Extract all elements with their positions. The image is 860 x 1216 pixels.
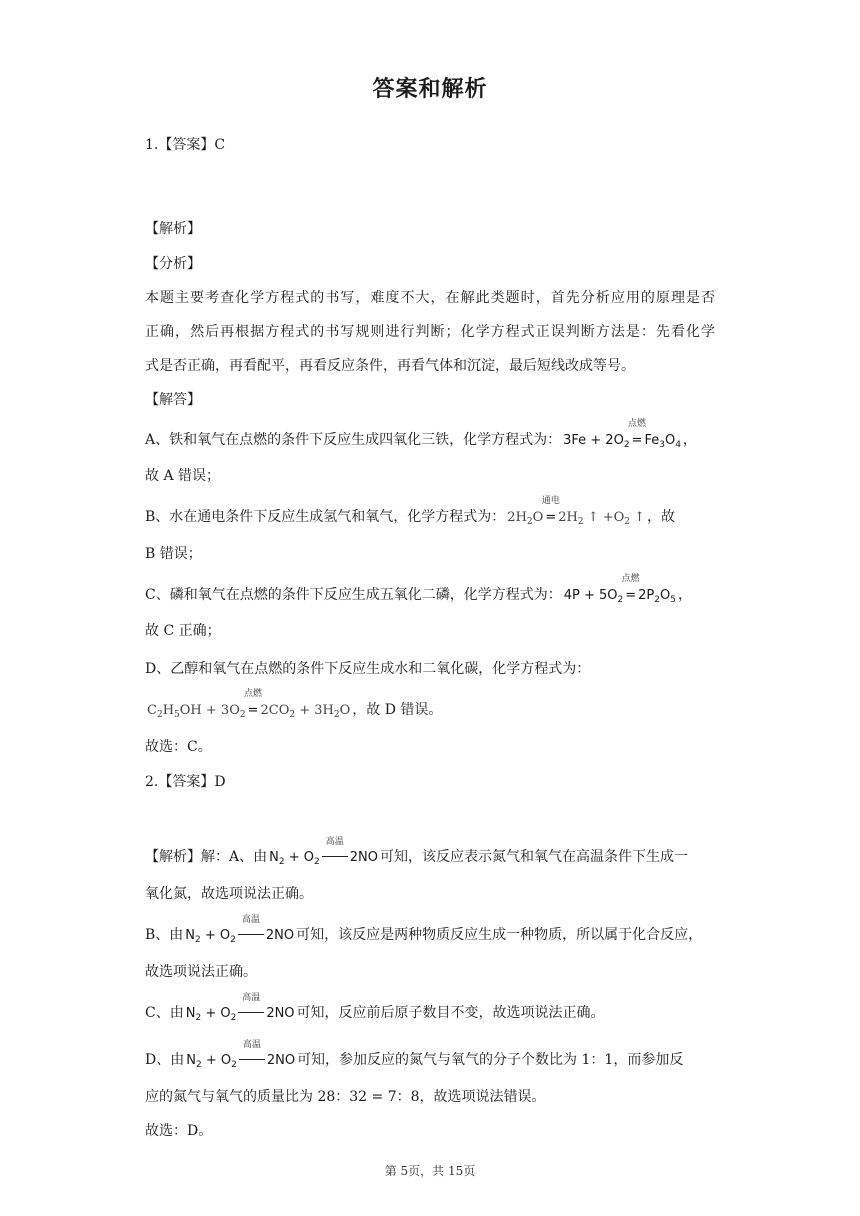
q1-option-b: B、水在通电条件下反应生成氢气和氧气，化学方程式为： $2H_2O$ 通电 = $2H_2$ ↑ $+O_2$ ↑ ，故 — [145, 496, 676, 527]
equation-n2-o2: $N_2 + O_2$ 高温 2NO — [186, 1040, 296, 1070]
condition-label: 点燃 — [627, 419, 647, 429]
equation-p-o2: $4P + 5O_2$ 点燃 = $2P_2O_5$ — [563, 574, 676, 605]
page-title: 答案和解析 — [372, 77, 488, 102]
q1-option-c-text: C、磷和氧气在点燃的条件下反应生成五氧化二磷，化学方程式为： — [145, 587, 562, 603]
q2-option-b: B、由 $N_2 + O_2$ 高温 2NO 可知，该反应是两种物质反应生成一种物质，所以属于化合反应， — [145, 915, 703, 945]
condition-label: 通电 — [541, 496, 560, 506]
condition-label: 高温 — [325, 837, 344, 847]
q1-answer: 1.【答案】C — [145, 137, 226, 153]
condition-label: 点燃 — [244, 689, 263, 699]
q1-analysis-line-3: 式是否正确，再看配平，再看反应条件，再看气体和沉淀，最后短线改成等号。 — [145, 358, 635, 374]
q1-analysis-line-2: 正确，然后再根据方程式的书写规则进行判断；化学方程式正误判断方法是：先看化学 — [145, 324, 715, 340]
equation-n2-o2: $N_2 + O_2$ 高温 2NO — [185, 993, 295, 1023]
q1-choice: 故选：C。 — [145, 739, 212, 755]
condition-label: 高温 — [241, 915, 260, 925]
q1-jiexi-heading: 【解析】 — [145, 221, 201, 237]
q2-choice: 故选：D。 — [145, 1123, 213, 1139]
q1-fenxi-heading: 【分析】 — [145, 256, 201, 272]
page-footer: 第 5页，共 15页 — [384, 1164, 476, 1178]
equation-n2-o2: $N_2 + O_2$ 高温 2NO — [269, 837, 378, 867]
equation-fe-o2: $3Fe + 2O_2$ 点燃 = $Fe_3O_4$ — [563, 419, 681, 450]
equation-h2o: $2H_2O$ 通电 = $2H_2$ ↑ $+O_2$ ↑ — [507, 496, 646, 527]
q1-option-a: A、铁和氧气在点燃的条件下反应生成四氧化三铁，化学方程式为： $3Fe + 2O_2$ 点燃 = $Fe_3O_4$ ， — [145, 419, 697, 450]
q1-jieda-heading: 【解答】 — [145, 392, 201, 408]
q2-option-d-line-2: 应的氮气与氧气的质量比为 28：32 = 7：8，故选项说法错误。 — [145, 1089, 546, 1105]
q1-option-a-line-2: 故 A 错误； — [145, 468, 221, 484]
q1-option-d: D、乙醇和氧气在点燃的条件下反应生成水和二氧化碳，化学方程式为： — [145, 661, 591, 677]
condition-label: 高温 — [242, 1040, 261, 1050]
q1-option-a-text: A、铁和氧气在点燃的条件下反应生成四氧化三铁，化学方程式为： — [145, 432, 562, 448]
q2-option-a-line-2: 氧化氮，故选项说法正确。 — [145, 886, 313, 902]
q1-option-b-line-2: B 错误； — [145, 546, 202, 562]
q2-option-d: D、由 $N_2 + O_2$ 高温 2NO 可知，参加反应的氮气与氧气的分子个数比为 1：1，而参加反 — [145, 1040, 684, 1070]
q2-option-c: C、由 $N_2 + O_2$ 高温 2NO 可知，反应前后原子数目不变，故选项说法正确。 — [145, 993, 605, 1023]
q1-analysis-line-1: 本题主要考查化学方程式的书写，难度不大，在解此类题时，首先分析应用的原理是否 — [145, 290, 715, 306]
equation-ethanol: $C_2H_5OH + 3O_2$ 点燃 = $2CO_2 + 3H_2O$ — [147, 689, 351, 720]
condition-label: 高温 — [242, 993, 261, 1003]
q1-option-c-line-2: 故 C 正确； — [145, 623, 221, 639]
q1-option-b-text: B、水在通电条件下反应生成氢气和氧气，化学方程式为： — [145, 509, 506, 525]
q1-option-d-equation-line: $C_2H_5OH + 3O_2$ 点燃 = $2CO_2 + 3H_2O$ ，故 D 错误。 — [147, 689, 443, 720]
equation-n2-o2: $N_2 + O_2$ 高温 2NO — [185, 915, 295, 945]
q2-option-a: 【解析】解：A、由 $N_2 + O_2$ 高温 2NO 可知，该反应表示氮气和氧气在高温条件下生成一 — [145, 837, 688, 867]
condition-label: 点燃 — [621, 574, 640, 584]
q2-option-b-line-2: 故选项说法正确。 — [145, 964, 257, 980]
q2-answer: 2.【答案】D — [145, 774, 226, 790]
q1-option-c: C、磷和氧气在点燃的条件下反应生成五氧化二磷，化学方程式为： $4P + 5O_2$ 点燃 = $2P_2O_5$ ， — [145, 574, 692, 605]
